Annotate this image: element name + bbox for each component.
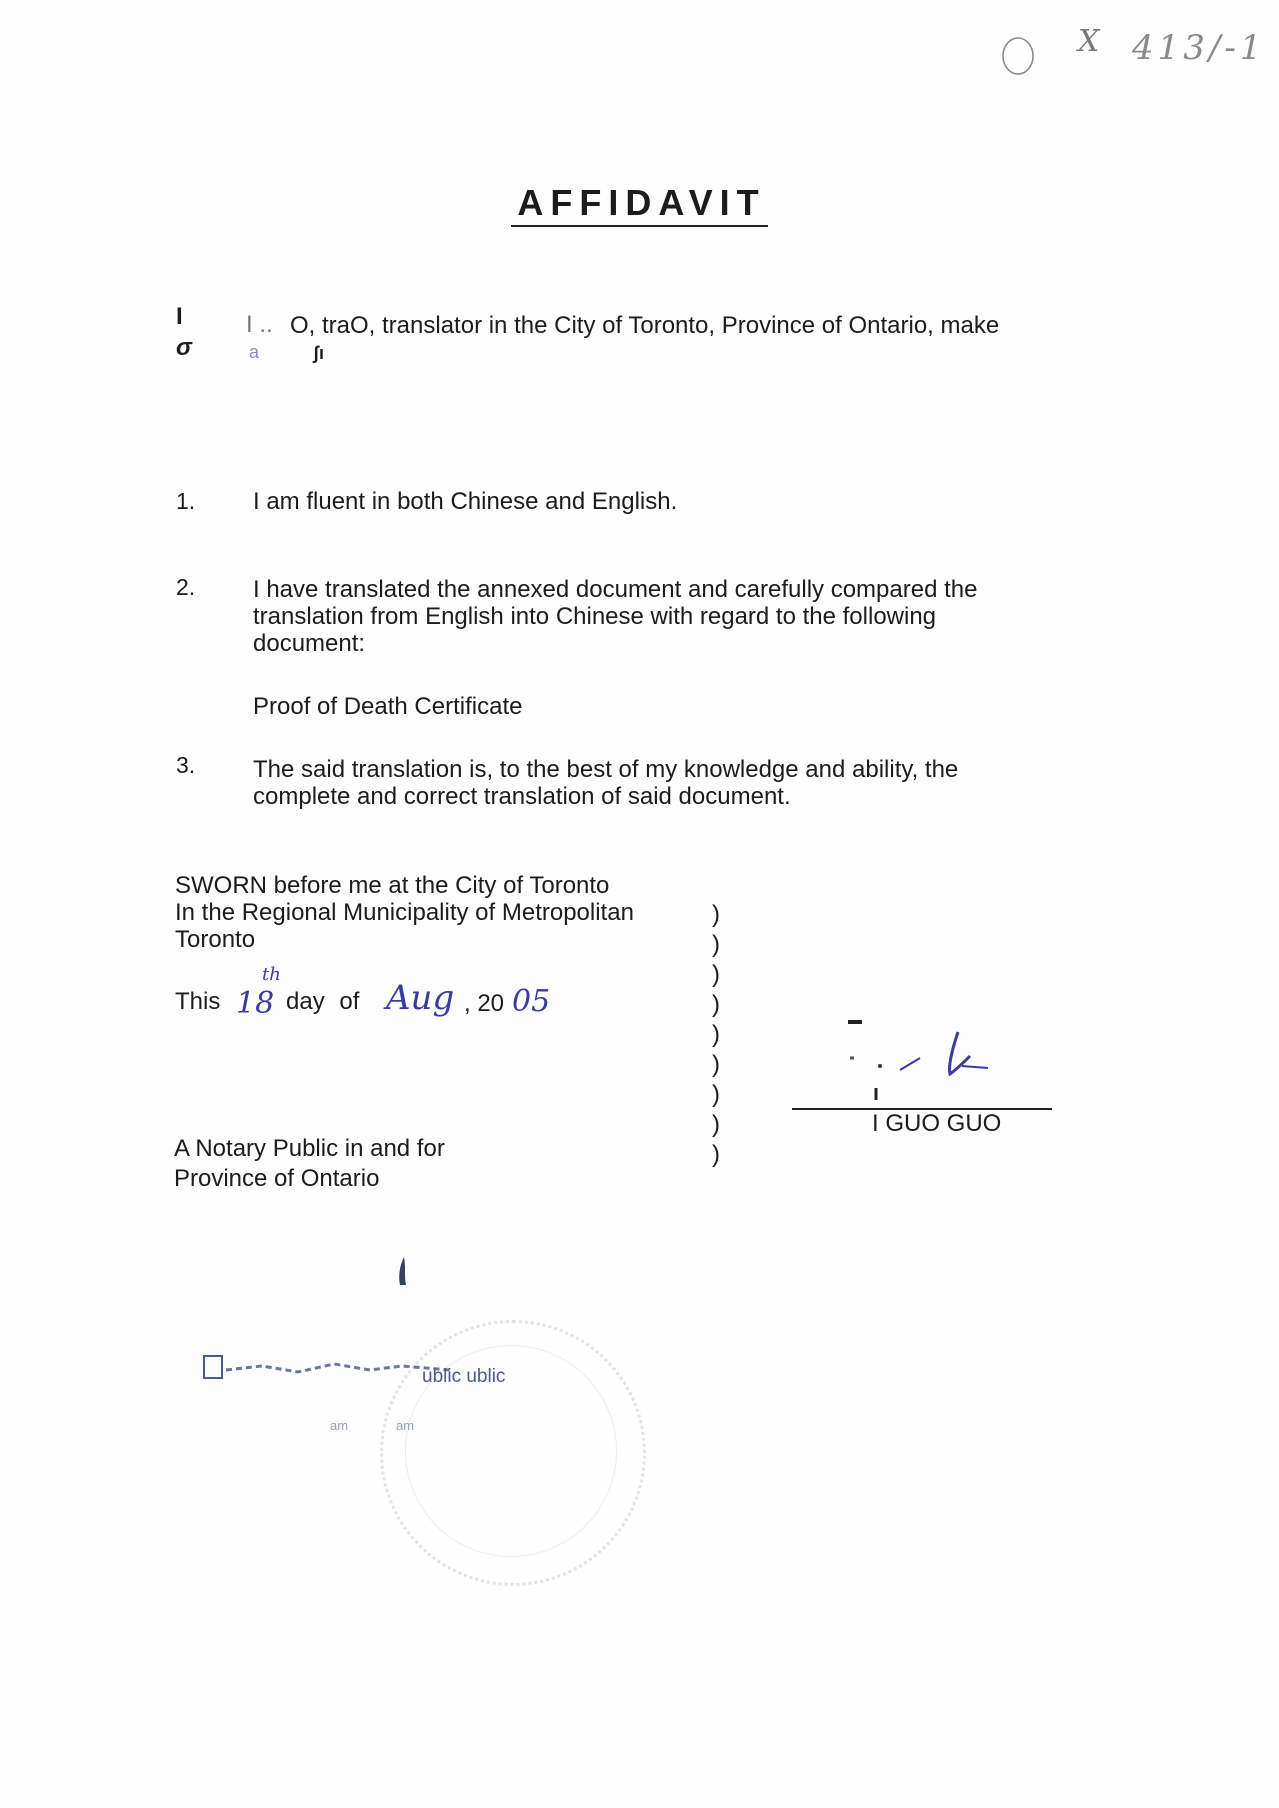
sworn-line-3: Toronto (175, 926, 256, 953)
stamp-text: ublic ublic (422, 1366, 506, 1387)
year-prefix: , 20 (464, 990, 505, 1017)
sworn-line-1: SWORN before me at the City of Toronto (175, 872, 610, 899)
document-name: Proof of Death Certificate (253, 693, 523, 720)
paragraph-3-text: The said translation is, to the best of my knowledge and ability, the complete and correct translation of said document. (253, 756, 959, 810)
day-suffix: th (262, 964, 281, 985)
corner-mark: X (1078, 24, 1100, 59)
intro-lead: I .. (246, 311, 273, 338)
intro-under-mark-1: a (249, 342, 260, 362)
paragraph-1-text: I am fluent in both Chinese and English. (253, 488, 678, 515)
margin-mark-top: I (176, 303, 183, 330)
month-value: Aug (386, 978, 455, 1018)
margin-mark-bottom: σ (176, 334, 192, 361)
day-value: 18 (236, 986, 275, 1021)
paragraph-3-number: 3. (176, 752, 196, 778)
corner-number: 413/-1 (1132, 28, 1266, 68)
intro-text: O, traO, translator in the City of Toronto, Province of Ontario, make (290, 312, 1000, 339)
parentheses-column: ) ) ) ) ) ) ) ) ) (712, 901, 720, 1168)
day-of-label: day of (286, 988, 360, 1015)
sworn-line-2: In the Regional Municipality of Metropolitan (175, 899, 634, 926)
circle-mark-icon (1000, 30, 1036, 78)
paragraph-1-number: 1. (176, 488, 196, 514)
document-title: AFFIDAVIT (0, 182, 1279, 224)
notary-line-2: Province of Ontario (174, 1165, 380, 1192)
notary-line-1: A Notary Public in and for (174, 1135, 445, 1162)
stamp-sub-1: am (330, 1418, 349, 1433)
signature-mark-icon (840, 1010, 1000, 1100)
paragraph-2-number: 2. (176, 574, 196, 600)
year-value: 05 (512, 984, 551, 1019)
paragraph-2-text: I have translated the annexed document and carefully compared the translation from English into Chinese with regard to the following document: (253, 576, 978, 657)
stamp-sub-2: am (396, 1418, 415, 1433)
this-label: This (175, 988, 221, 1015)
intro-under-mark-2: ʃı (313, 343, 324, 363)
ink-mark-icon (394, 1255, 412, 1289)
signer-name: I GUO GUO (872, 1110, 1002, 1137)
